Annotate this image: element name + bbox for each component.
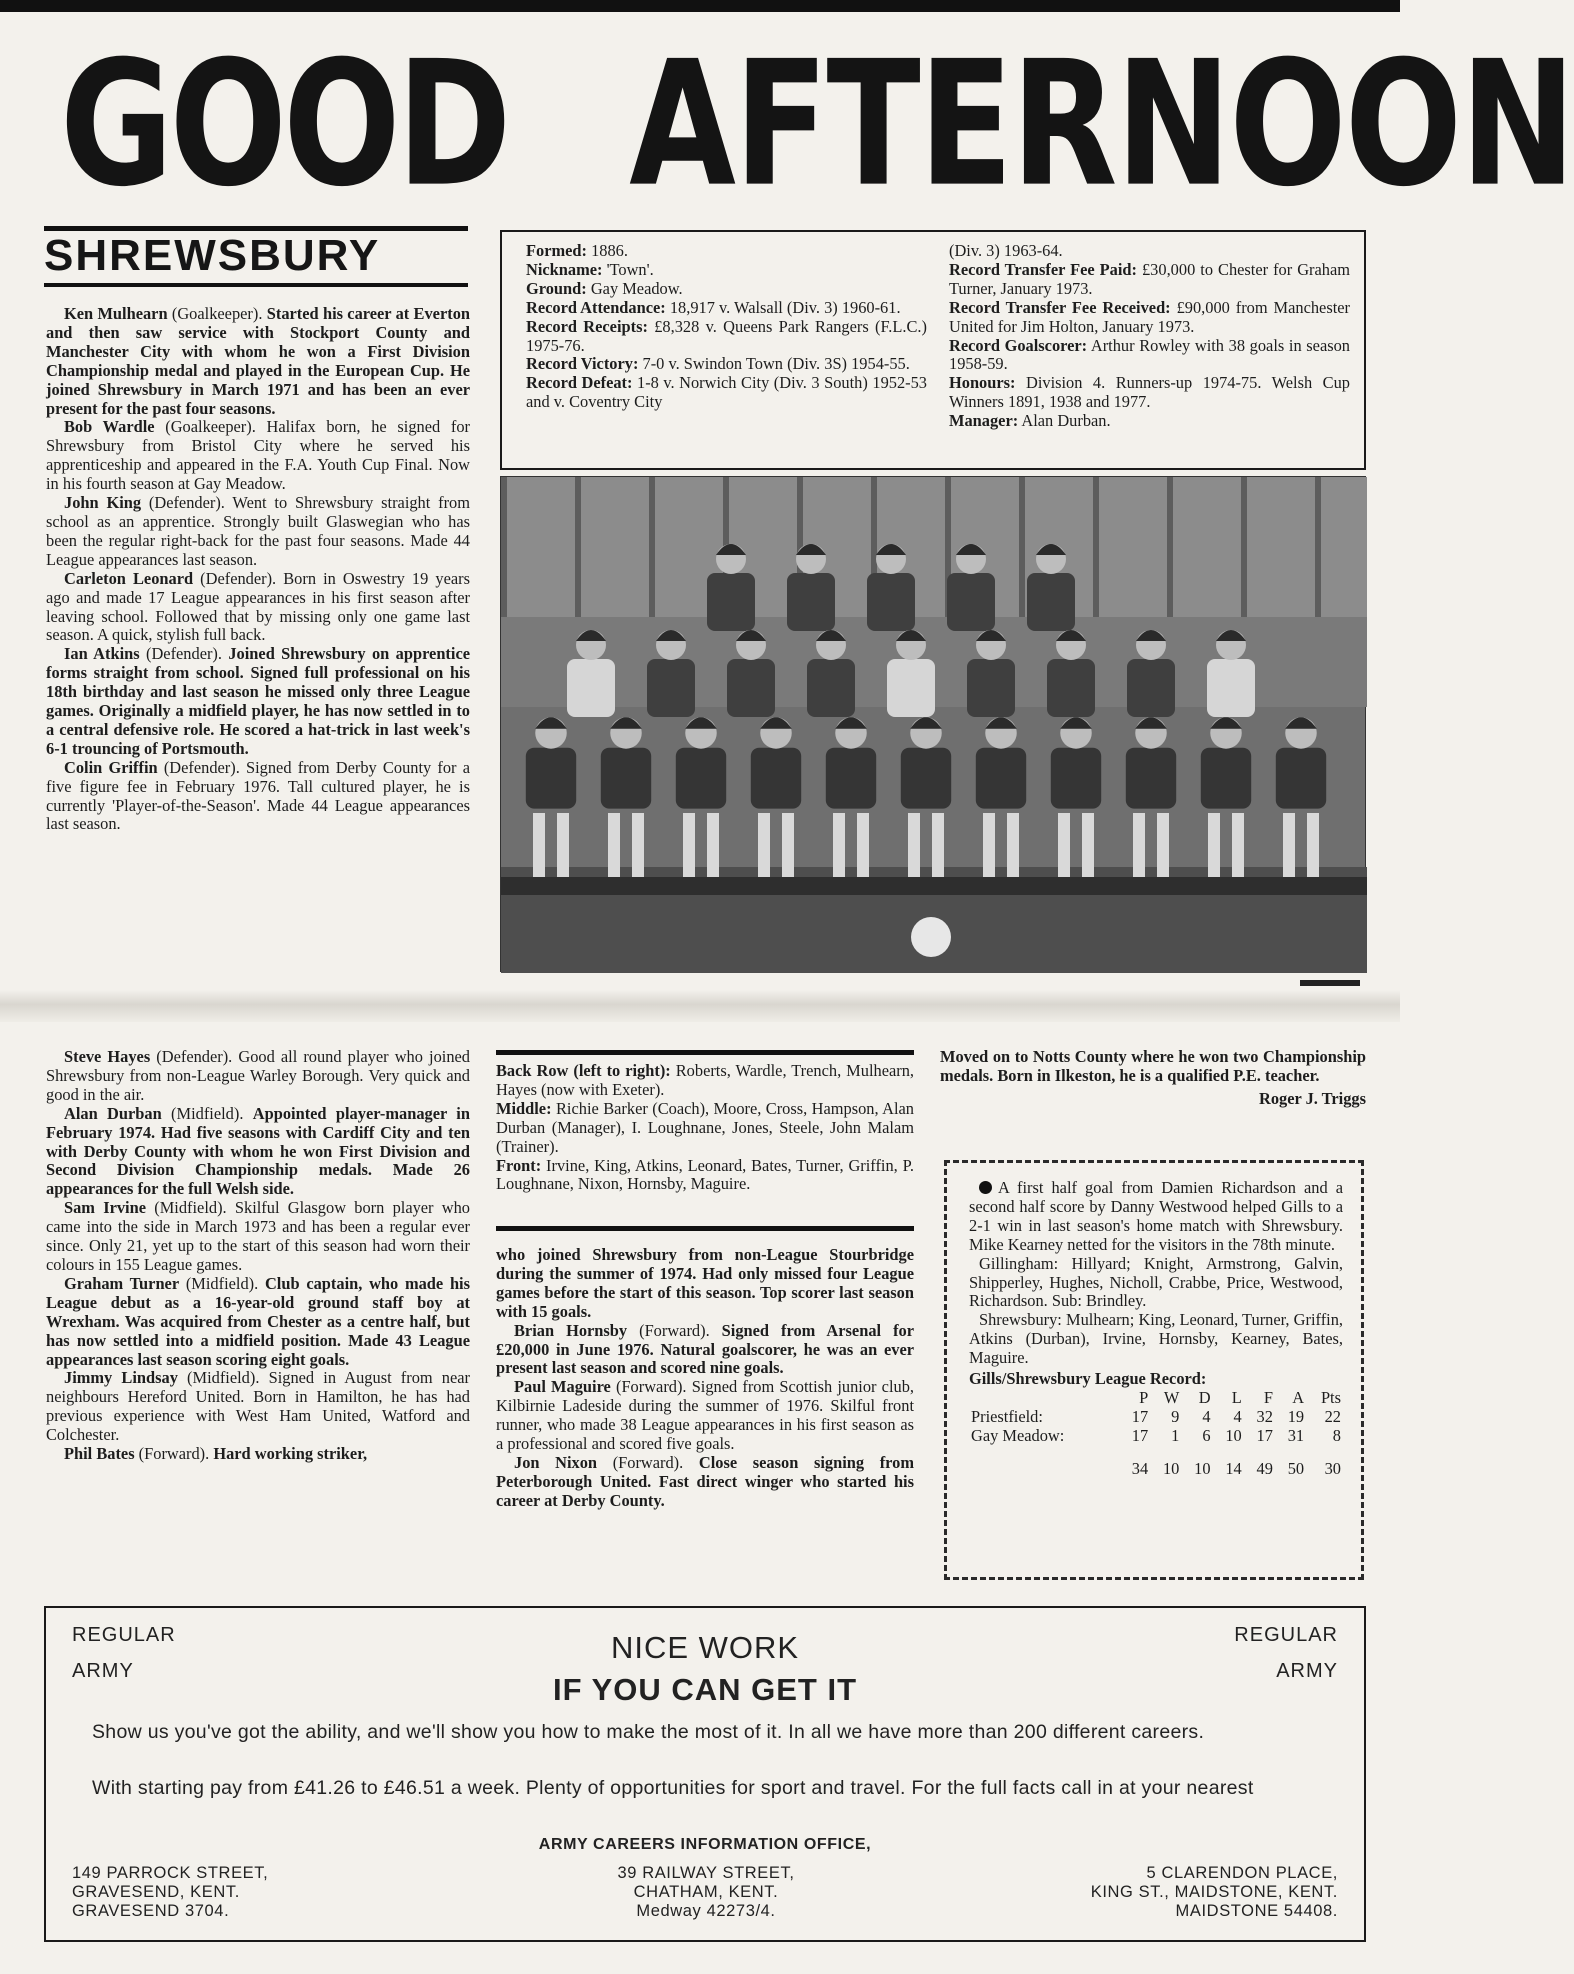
fact-line xyxy=(526,261,927,280)
record-cell: 17 xyxy=(1131,1406,1149,1426)
profile-paragraph xyxy=(46,418,470,494)
front-row-player xyxy=(901,717,951,808)
bench xyxy=(501,877,1367,895)
sock xyxy=(1058,813,1070,877)
fact-value: 'Town'. xyxy=(602,259,654,279)
fact-line xyxy=(949,337,1350,375)
club-title-rule-bottom xyxy=(44,283,468,287)
record-totals-label xyxy=(969,1446,1119,1479)
profile-paragraph xyxy=(46,1199,470,1275)
sock xyxy=(782,813,794,877)
page-fold xyxy=(0,990,1400,1022)
record-total: 30 xyxy=(1324,1458,1341,1478)
record-corner xyxy=(969,1389,1119,1408)
record-cell: 10 xyxy=(1225,1425,1242,1445)
record-total: 34 xyxy=(1131,1458,1149,1478)
player-profiles-column-3 xyxy=(496,1246,914,1511)
record-total: 49 xyxy=(1256,1458,1273,1478)
player-position: (Goalkeeper). xyxy=(167,304,267,323)
last-match-summary: A first half goal from Damien Richardson and a second half score by Danny Westwood helped Gills to a 2-1 win in last season's home match with Shrewsbury. Mike Kearney netted for the visitors in the 78th minute. xyxy=(969,1178,1343,1254)
profile-paragraph xyxy=(46,494,470,570)
sock xyxy=(632,813,644,877)
front-row-player xyxy=(1126,717,1176,808)
caption-names: Richie Barker (Coach), Moore, Cross, Hampson, Alan Durban (Manager), I. Loughnane, Jones, Steele, John Malam (Trainer). xyxy=(496,1098,914,1156)
ad-headline-2: IF YOU CAN GET IT xyxy=(552,1672,858,1707)
player-position: (Forward). xyxy=(597,1452,699,1472)
gillingham-lineup: Gillingham: Hillyard; Knight, Armstrong, Galvin, Shipperley, Hughes, Nicholl, Crabbe, Price, Westwood, Richardson. Sub: Brindley. xyxy=(969,1253,1343,1311)
top-edge xyxy=(0,0,1400,12)
player-position: (Midfield). Skilful Glasgow born player who came into the side in March 1973 and has been a regular ever since. Only 21, yet up to the start of this season had worn their colours in 155 League games. xyxy=(46,1198,470,1274)
football xyxy=(911,917,951,957)
player-position: (Defender). Went to Shrewsbury straight from school as an apprentice. Strongly built Glaswegian who has been the regular right-back for the past four seasons. Made 44 League appearances last season. xyxy=(46,493,471,569)
stand-pillar xyxy=(1315,477,1321,637)
fact-line xyxy=(526,355,927,374)
profile-paragraph xyxy=(46,570,470,646)
player-profiles-column-1 xyxy=(46,305,470,834)
record-cell: 32 xyxy=(1256,1406,1273,1426)
fact-line xyxy=(526,374,927,412)
fact-label: Formed: xyxy=(526,241,587,260)
record-cell: 4 xyxy=(1233,1406,1242,1426)
record-cell: 31 xyxy=(1287,1425,1305,1445)
sock xyxy=(1082,813,1094,877)
club-facts-right xyxy=(949,242,1350,460)
record-header: L xyxy=(1231,1387,1242,1407)
ad-corner-left-1: REGULAR xyxy=(72,1624,176,1646)
sock xyxy=(857,813,869,877)
player-bio-bold: Joined Shrewsbury on apprentice forms straight from school. Signed full professional on his 18th birthday and last season he missed only three League games. Originally a midfield player, he has now settled in to a central defensive role. He scored a hat-trick in last week's 6-1 trouncing of Portsmouth. xyxy=(46,644,470,758)
ad-corner-right-1: REGULAR xyxy=(1234,1624,1338,1646)
profile-paragraph xyxy=(496,1246,914,1322)
record-total: 10 xyxy=(1194,1458,1211,1478)
ad-address-chatham: 39 RAILWAY STREET, CHATHAM, KENT. Medway 42273/4. xyxy=(617,1864,795,1920)
record-row xyxy=(969,1427,1343,1446)
record-cell: 17 xyxy=(1256,1425,1273,1445)
team-photo xyxy=(500,476,1366,972)
profile-paragraph xyxy=(46,1105,470,1200)
player-bio-bold: Hard working striker, xyxy=(213,1444,368,1464)
fact-label: Record Defeat: xyxy=(526,373,633,393)
profile-paragraph xyxy=(496,1454,914,1511)
fact-label: Honours: xyxy=(949,373,1016,393)
fact-line xyxy=(949,374,1350,412)
sock xyxy=(1208,813,1220,877)
sock xyxy=(1157,813,1169,877)
player-position: (Forward). xyxy=(627,1320,722,1340)
sock xyxy=(608,813,620,877)
front-row-player xyxy=(1051,717,1101,808)
fold-mark xyxy=(1300,980,1360,986)
stand-pillar xyxy=(1093,477,1099,637)
player-name: Ian Atkins xyxy=(64,644,140,664)
record-cell: 8 xyxy=(1332,1425,1341,1445)
player-position: (Midfield). Signed in August from near neighbours Hereford United. Born in Hamilton, he has had previous experience with West Ham United, Watford and Colchester. xyxy=(46,1368,470,1445)
front-row-player xyxy=(976,717,1026,808)
sock xyxy=(908,813,920,877)
record-cell: 19 xyxy=(1287,1406,1305,1426)
player-name: Brian Hornsby xyxy=(514,1320,628,1340)
author-signoff: Roger J. Triggs xyxy=(1259,1088,1366,1108)
masthead xyxy=(60,24,1574,226)
player-bio-bold: Close season signing from Peterborough United. Fast direct winger who started his career at Derby County. xyxy=(496,1452,914,1510)
record-header: P xyxy=(1139,1387,1149,1407)
fact-label: Record Goalscorer: xyxy=(949,335,1088,355)
front-row-player xyxy=(1276,717,1326,808)
last-match-box xyxy=(944,1160,1364,1580)
profile-paragraph xyxy=(46,645,470,758)
fact-line xyxy=(526,280,927,299)
fact-value: Arthur Rowley with 38 goals in season 1958-59. xyxy=(949,335,1350,374)
fact-value: (Div. 3) 1963-64. xyxy=(949,241,1063,260)
record-totals-row xyxy=(969,1446,1343,1479)
player-name: Alan Durban xyxy=(64,1103,162,1123)
record-cell: 9 xyxy=(1171,1406,1180,1426)
fact-label: Record Receipts: xyxy=(526,316,648,336)
stand-pillar xyxy=(575,477,581,637)
player-name: John King xyxy=(64,493,142,513)
fact-line xyxy=(526,299,927,318)
record-cell: 17 xyxy=(1131,1425,1149,1445)
player-position: (Defender). xyxy=(139,644,229,664)
front-row-player xyxy=(751,717,801,808)
caption-line xyxy=(496,1062,914,1100)
fact-line xyxy=(949,412,1350,431)
record-cell: 6 xyxy=(1202,1425,1211,1445)
fact-value: 1-8 v. Norwich City (Div. 3 South) 1952-53 and v. Coventry City xyxy=(526,373,928,412)
sock xyxy=(707,813,719,877)
club-title: SHREWSBURY xyxy=(44,231,381,280)
ad-corner-right-2: ARMY xyxy=(1276,1660,1338,1682)
caption-label: Middle: xyxy=(496,1098,552,1118)
fact-value: 18,917 v. Walsall (Div. 3) 1960-61. xyxy=(665,297,901,317)
caption-label: Front: xyxy=(496,1155,542,1175)
player-name: Graham Turner xyxy=(64,1273,180,1293)
sock xyxy=(1133,813,1145,877)
player-bio-bold: Signed from Arsenal for £20,000 in June 1976. Natural goalscorer, he was an ever present last season and scored nine goals. xyxy=(496,1320,914,1378)
fact-value: £30,000 to Chester for Graham Turner, January 1973. xyxy=(949,259,1350,298)
profile-paragraph xyxy=(46,1048,470,1105)
caption-names: Irvine, King, Atkins, Leonard, Bates, Turner, Griffin, P. Loughnane, Nixon, Hornsby, Maguire. xyxy=(496,1155,914,1194)
player-position: (Midfield). xyxy=(161,1103,253,1123)
fact-value: Division 4. Runners-up 1974-75. Welsh Cup Winners 1891, 1938 and 1977. xyxy=(949,373,1350,412)
ad-office-title: ARMY CAREERS INFORMATION OFFICE, xyxy=(538,1836,872,1853)
player-name: Steve Hayes xyxy=(64,1047,151,1066)
player-position: (Midfield). xyxy=(179,1273,265,1293)
player-position: (Defender). Born in Oswestry 19 years ago and made 17 League appearances in his first season after leaving school. Followed that by missing only one game last season. A quick, stylish full back. xyxy=(46,568,470,645)
caption-rule-top xyxy=(496,1050,914,1055)
front-row-player xyxy=(826,717,876,808)
player-name: Jimmy Lindsay xyxy=(64,1368,178,1388)
profile-paragraph xyxy=(496,1378,914,1454)
profile-continuation: Moved on to Notts County where he won two Championship medals. Born in Ilkeston, he is a qualified P.E. teacher. xyxy=(940,1047,1366,1085)
masthead-word-good: GOOD xyxy=(60,24,508,226)
caption-label: Back Row (left to right): xyxy=(496,1061,671,1080)
fact-line xyxy=(526,242,927,261)
fact-label: Record Transfer Fee Received: xyxy=(949,297,1171,317)
player-name: Carleton Leonard xyxy=(64,568,194,588)
sock xyxy=(533,813,545,877)
fact-value: Alan Durban. xyxy=(1018,411,1111,431)
caption-line xyxy=(496,1100,914,1157)
player-name: Sam Irvine xyxy=(64,1198,147,1218)
front-row-player xyxy=(526,717,576,808)
fact-line xyxy=(526,318,927,356)
record-cell: 4 xyxy=(1202,1406,1211,1426)
profile-paragraph xyxy=(46,1275,470,1370)
profile-paragraph xyxy=(46,1445,470,1464)
sock xyxy=(1232,813,1244,877)
bullet-icon xyxy=(979,1181,992,1194)
stand-pillar xyxy=(1241,477,1247,637)
front-row-player xyxy=(1201,717,1251,808)
masthead-word-afternoon: AFTERNOON xyxy=(628,24,1574,226)
ad-headline-1: NICE WORK xyxy=(610,1630,800,1665)
record-row xyxy=(969,1408,1343,1427)
sock xyxy=(983,813,995,877)
stand-pillar xyxy=(649,477,655,637)
sock xyxy=(557,813,569,877)
stand-pillar xyxy=(501,477,507,637)
club-facts-box xyxy=(500,230,1366,470)
fact-label: Manager: xyxy=(949,411,1019,431)
fact-line xyxy=(949,299,1350,337)
sock xyxy=(683,813,695,877)
caption-line xyxy=(496,1157,914,1195)
player-profiles-column-2 xyxy=(46,1048,470,1464)
ad-body-1: Show us you've got the ability, and we'll show you how to make the most of it. In all we have more than 200 different careers. xyxy=(92,1721,1205,1743)
fact-value: £8,328 v. Queens Park Rangers (F.L.C.) 1975-76. xyxy=(526,316,927,355)
profile-paragraph xyxy=(46,759,470,835)
player-position: (Goalkeeper). Halifax born, he signed for Shrewsbury from Bristol City where he served his apprenticeship and appeared in the F.A. Youth Cup Final. Now in his fourth season at Gay Meadow. xyxy=(46,417,470,494)
caption-rule-bottom xyxy=(496,1226,914,1231)
player-position: (Forward). xyxy=(134,1444,214,1464)
player-bio-bold: Club captain, who made his League debut as a 16-year-old ground staff boy at Wrexham. Was acquired from Chester as a centre half, but has now settled into a midfield position. Made 43 League appearances last season scoring eight goals. xyxy=(46,1273,470,1369)
front-row-player xyxy=(601,717,651,808)
club-facts-left xyxy=(526,242,927,460)
sock xyxy=(1307,813,1319,877)
ad-address-gravesend: 149 PARROCK STREET, GRAVESEND, KENT. GRAVESEND 3704. xyxy=(72,1864,269,1920)
profile-paragraph xyxy=(46,305,470,418)
fact-value: £90,000 from Manchester United for Jim Holton, January 1973. xyxy=(949,297,1350,336)
fact-label: Record Victory: xyxy=(526,354,639,374)
fact-label: Ground: xyxy=(526,278,587,298)
sock xyxy=(1007,813,1019,877)
player-bio-bold: Appointed player-manager in February 1974. Had five seasons with Cardiff City and ten with Derby County with whom he won First Division and Second Division Championship medals. Made 26 appearances for the full Welsh side. xyxy=(46,1103,470,1199)
record-total: 50 xyxy=(1287,1458,1305,1478)
fact-line xyxy=(949,242,1350,261)
player-name: Jon Nixon xyxy=(514,1452,598,1472)
sock xyxy=(833,813,845,877)
fact-value: Gay Meadow. xyxy=(586,278,683,298)
player-bio-bold: who joined Shrewsbury from non-League Stourbridge during the summer of 1974. Had only missed four League games before the start of this season. Top scorer last season with 15 goals. xyxy=(496,1245,914,1321)
record-total: 10 xyxy=(1162,1458,1180,1478)
sock xyxy=(1283,813,1295,877)
league-record-title: Gills/Shrewsbury League Record: xyxy=(969,1369,1207,1389)
army-advert xyxy=(44,1606,1366,1942)
front-row-player xyxy=(676,717,726,808)
player-name: Ken Mulhearn xyxy=(64,304,168,323)
fact-value: 1886. xyxy=(587,241,628,260)
record-total: 14 xyxy=(1225,1458,1242,1478)
player-name: Phil Bates xyxy=(64,1444,135,1464)
stand-pillar xyxy=(1167,477,1173,637)
player-profiles-column-4 xyxy=(940,1048,1366,1109)
profile-paragraph xyxy=(46,1369,470,1445)
record-cell: 22 xyxy=(1324,1406,1341,1426)
player-bio-bold: Started his career at Everton and then saw service with Stockport County and Manchester City with whom he won a First Division Championship medal and played in the European Cup. He joined Shrewsbury in March 1971 and has been an ever present for the past four seasons. xyxy=(46,304,470,418)
fact-label: Record Attendance: xyxy=(526,297,666,317)
fact-value: 7-0 v. Swindon Town (Div. 3S) 1954-55. xyxy=(638,354,910,374)
fact-label: Nickname: xyxy=(526,259,603,279)
sock xyxy=(932,813,944,877)
record-header: D xyxy=(1198,1387,1211,1407)
player-position: (Defender). Good all round player who joined Shrewsbury from non-League Warley Borough. Very quick and good in the air. xyxy=(46,1047,470,1104)
player-position: (Forward). Signed from Scottish junior club, Kilbirnie Ladeside during the summer of 1976. Skilful front runner, who made 38 League appearances in his first season as a professional and scored five goals. xyxy=(496,1377,914,1454)
record-header-row xyxy=(969,1389,1343,1408)
fact-label: Record Transfer Fee Paid: xyxy=(949,259,1137,279)
league-record-table xyxy=(969,1389,1343,1479)
stand-background xyxy=(501,477,1367,637)
record-header: W xyxy=(1163,1387,1180,1407)
caption-names: Roberts, Wardle, Trench, Mulhearn, Hayes (now with Exeter). xyxy=(496,1061,914,1099)
record-cell: 1 xyxy=(1171,1425,1180,1445)
ad-address-maidstone: 5 CLARENDON PLACE, KING ST., MAIDSTONE, KENT. MAIDSTONE 54408. xyxy=(1090,1864,1338,1920)
team-photo-image xyxy=(501,477,1367,973)
stand-pillar xyxy=(1019,477,1025,637)
player-position: (Defender). Signed from Derby County for a five figure fee in February 1976. Tall cultured player, he is currently 'Player-of-the-Season'. Made 44 League appearances last season. xyxy=(46,757,470,834)
ad-body-2: With starting pay from £41.26 to £46.51 a week. Plenty of opportunities for sport and travel. For the full facts call in at your nearest xyxy=(92,1777,1254,1799)
ad-corner-left-2: ARMY xyxy=(72,1660,134,1682)
record-header: A xyxy=(1292,1387,1305,1407)
player-name: Colin Griffin xyxy=(64,757,158,777)
record-header: F xyxy=(1263,1387,1273,1407)
team-photo-caption xyxy=(496,1062,914,1194)
player-name: Bob Wardle xyxy=(64,417,155,437)
profile-paragraph xyxy=(496,1322,914,1379)
record-venue: Gay Meadow: xyxy=(971,1425,1065,1445)
record-venue: Priestfield: xyxy=(971,1406,1043,1426)
fact-line xyxy=(949,261,1350,299)
sock xyxy=(758,813,770,877)
player-name: Paul Maguire xyxy=(514,1377,611,1397)
shrewsbury-lineup: Shrewsbury: Mulhearn; King, Leonard, Turner, Griffin, Atkins (Durban), Irvine, Hornsby, Kearney, Bates, Maguire. xyxy=(969,1310,1343,1368)
record-header: Pts xyxy=(1320,1387,1341,1407)
